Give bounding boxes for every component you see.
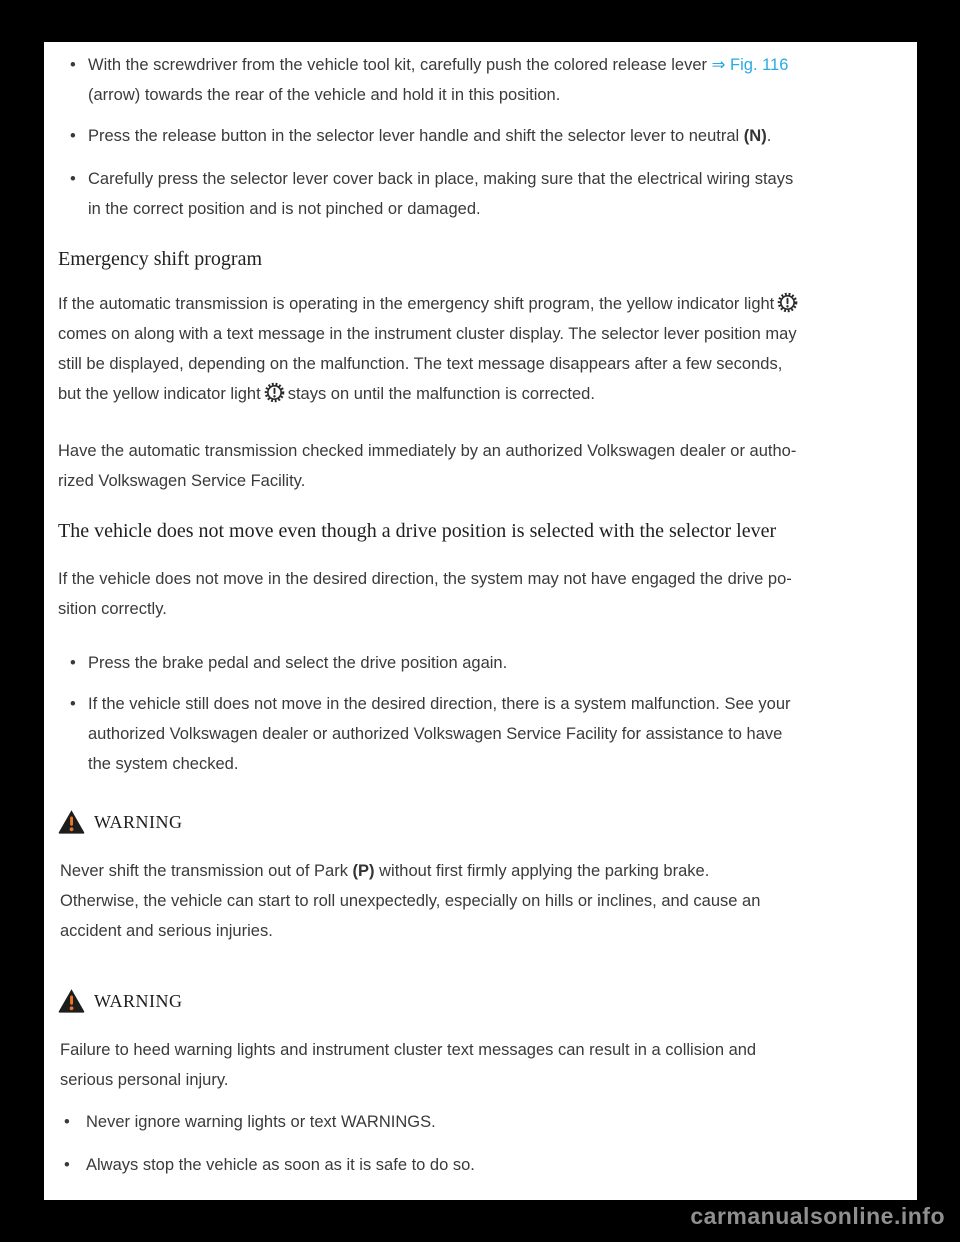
list-item (58, 164, 905, 224)
text-segment: without first firmly applying the parking brake. (374, 862, 710, 880)
warning-section-heed-warning-lights (58, 986, 905, 1180)
section-heading-vehicle-does-not-move: The vehicle does not move even though a drive position is selected with the selector lever (58, 520, 777, 542)
text-line: the system checked. (88, 755, 239, 773)
text-line: Always stop the vehicle as soon as it is safe to do so. (86, 1156, 475, 1174)
list-item (58, 689, 905, 779)
text-line: serious personal injury. (60, 1071, 229, 1089)
fig-116-link[interactable]: ⇒ Fig. 116 (711, 56, 789, 74)
list-item (58, 1107, 905, 1137)
text-line: accident and serious injuries. (60, 922, 273, 940)
warning-header (58, 807, 905, 837)
text-line: Failure to heed warning lights and instrument cluster text messages can result in a collision and (60, 1041, 757, 1059)
bold-gear-position: (N) (743, 127, 767, 145)
paragraph (58, 564, 905, 624)
bold-gear-position: (P) (352, 862, 375, 880)
text-segment: stays on until the malfunction is corrected. (287, 385, 595, 403)
warning-title: WARNING (94, 991, 183, 1011)
manual-page (44, 42, 917, 1200)
text-line (60, 856, 905, 886)
text-line: Otherwise, the vehicle can start to roll unexpectedly, especially on hills or inclines, and cause an (60, 892, 761, 910)
bullet-marker (58, 689, 88, 779)
text-segment: but the yellow indicator light (58, 385, 261, 403)
footer-bar (0, 1200, 960, 1242)
text-segment: If the automatic transmission is operating in the emergency shift program, the yellow indicator light (58, 295, 775, 313)
text-segment: Never shift the transmission out of Park (60, 862, 353, 880)
text-segment: With the screwdriver from the vehicle tool kit, carefully push the colored release lever (88, 56, 712, 74)
text-line: Carefully press the selector lever cover back in place, making sure that the electrical wiring stays (88, 170, 794, 188)
list-item (58, 121, 905, 151)
warning-paragraph (58, 856, 905, 946)
list-item (58, 50, 905, 110)
warning-title: WARNING (94, 812, 183, 832)
text-line: rized Volkswagen Service Facility. (58, 472, 306, 490)
text-line: If the vehicle does not move in the desired direction, the system may not have engaged the drive po- (58, 570, 792, 588)
bullet-marker (58, 648, 88, 678)
transmission-warning-icon (264, 382, 285, 403)
text-line: Press the brake pedal and select the drive position again. (88, 654, 508, 672)
watermark-text: carmanualsonline.info (690, 1203, 945, 1229)
bullet-marker (58, 50, 88, 110)
bullet-marker (58, 1107, 86, 1137)
text-segment: Press the release button in the selector lever handle and shift the selector lever to neutral (88, 127, 744, 145)
warning-header (58, 986, 905, 1016)
bullet-marker (58, 164, 88, 224)
text-line (58, 289, 905, 319)
list-item (58, 648, 905, 678)
bullet-marker (58, 1150, 86, 1180)
text-line: sition correctly. (58, 600, 167, 618)
text-line: authorized Volkswagen dealer or authorized Volkswagen Service Facility for assistance to have (88, 725, 783, 743)
warning-section-parking-brake (58, 807, 905, 946)
text-line (88, 121, 905, 151)
text-line (58, 379, 905, 409)
list-item (58, 1150, 905, 1180)
text-line: (arrow) towards the rear of the vehicle and hold it in this position. (88, 86, 561, 104)
paragraph (58, 436, 905, 496)
warning-paragraph (58, 1035, 905, 1095)
text-line: in the correct position and is not pinched or damaged. (88, 200, 481, 218)
text-line: Have the automatic transmission checked immediately by an authorized Volkswagen dealer or autho- (58, 442, 797, 460)
warning-triangle-icon (58, 988, 85, 1014)
text-line: still be displayed, depending on the malfunction. The text message disappears after a few seconds, (58, 355, 783, 373)
text-line (88, 50, 905, 80)
text-segment: . (766, 127, 772, 145)
warning-triangle-icon (58, 809, 85, 835)
section-heading-emergency-shift: Emergency shift program (58, 248, 263, 270)
transmission-warning-icon (777, 292, 798, 313)
text-line: comes on along with a text message in the instrument cluster display. The selector lever position may (58, 325, 797, 343)
text-line: If the vehicle still does not move in the desired direction, there is a system malfunction. See your (88, 695, 791, 713)
text-line: Never ignore warning lights or text WARNINGS. (86, 1113, 436, 1131)
paragraph (58, 289, 905, 409)
bullet-marker (58, 121, 88, 151)
